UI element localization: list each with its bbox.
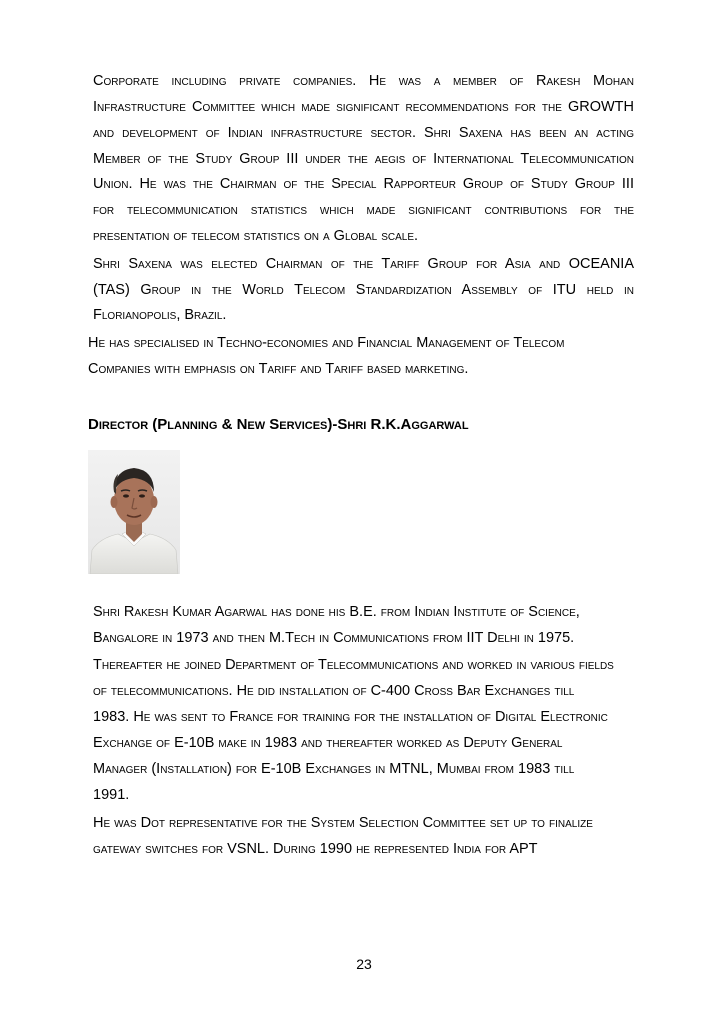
para3-line-2: Companies with emphasis on Tariff and Tariff based marketing. — [88, 361, 469, 377]
para1-line-5: Union. He was the Chairman of the Special Rapporteur Group of Study Group III — [93, 176, 634, 192]
section-heading: Director (Planning & New Services)-Shri R.K.Aggarwal — [88, 416, 469, 433]
para5-line-2: gateway switches for VSNL. During 1990 he represented India for APT — [93, 841, 538, 857]
para3-line-1: He has specialised in Techno-economies and Financial Management of Telecom — [88, 335, 565, 351]
para4-line-2: Bangalore in 1973 and then M.Tech in Communications from IIT Delhi in 1975. — [93, 630, 575, 646]
para4-line-5: 1983. He was sent to France for training for the installation of Digital Electronic — [93, 709, 608, 725]
para1-line-2: Infrastructure Committee which made significant recommendations for the GROWTH — [93, 99, 634, 115]
para5-line-1: He was Dot representative for the System Selection Committee set up to finalize — [93, 815, 593, 831]
para4-line-7: Manager (Installation) for E-10B Exchanges in MTNL, Mumbai from 1983 till — [93, 761, 575, 777]
page-number: 23 — [356, 956, 372, 972]
para2-line-1: Shri Saxena was elected Chairman of the Tariff Group for Asia and OCEANIA — [93, 256, 634, 272]
para1-line-7: presentation of telecom statistics on a Global scale. — [93, 228, 419, 244]
para4-line-1: Shri Rakesh Kumar Agarwal has done his B.E. from Indian Institute of Science, — [93, 604, 580, 620]
para4-line-8: 1991. — [93, 787, 130, 803]
para4-line-6: Exchange of E-10B make in 1983 and thereafter worked as Deputy General — [93, 735, 563, 751]
portrait-photo — [88, 450, 180, 574]
para1-line-4: Member of the Study Group III under the aegis of International Telecommunication — [93, 151, 634, 167]
para1-line-1: Corporate including private companies. He was a member of Rakesh Mohan — [93, 73, 634, 89]
para4-line-4: of telecommunications. He did installation of C-400 Cross Bar Exchanges till — [93, 683, 575, 699]
para2-line-3: Florianopolis, Brazil. — [93, 307, 227, 323]
para1-line-6: for telecommunication statistics which made significant contributions for the — [93, 202, 634, 218]
para2-line-2: (TAS) Group in the World Telecom Standardization Assembly of ITU held in — [93, 282, 634, 298]
para1-line-3: and development of Indian infrastructure sector. Shri Saxena has been an acting — [93, 125, 634, 141]
para4-line-3: Thereafter he joined Department of Telecommunications and worked in various fields — [93, 657, 614, 673]
